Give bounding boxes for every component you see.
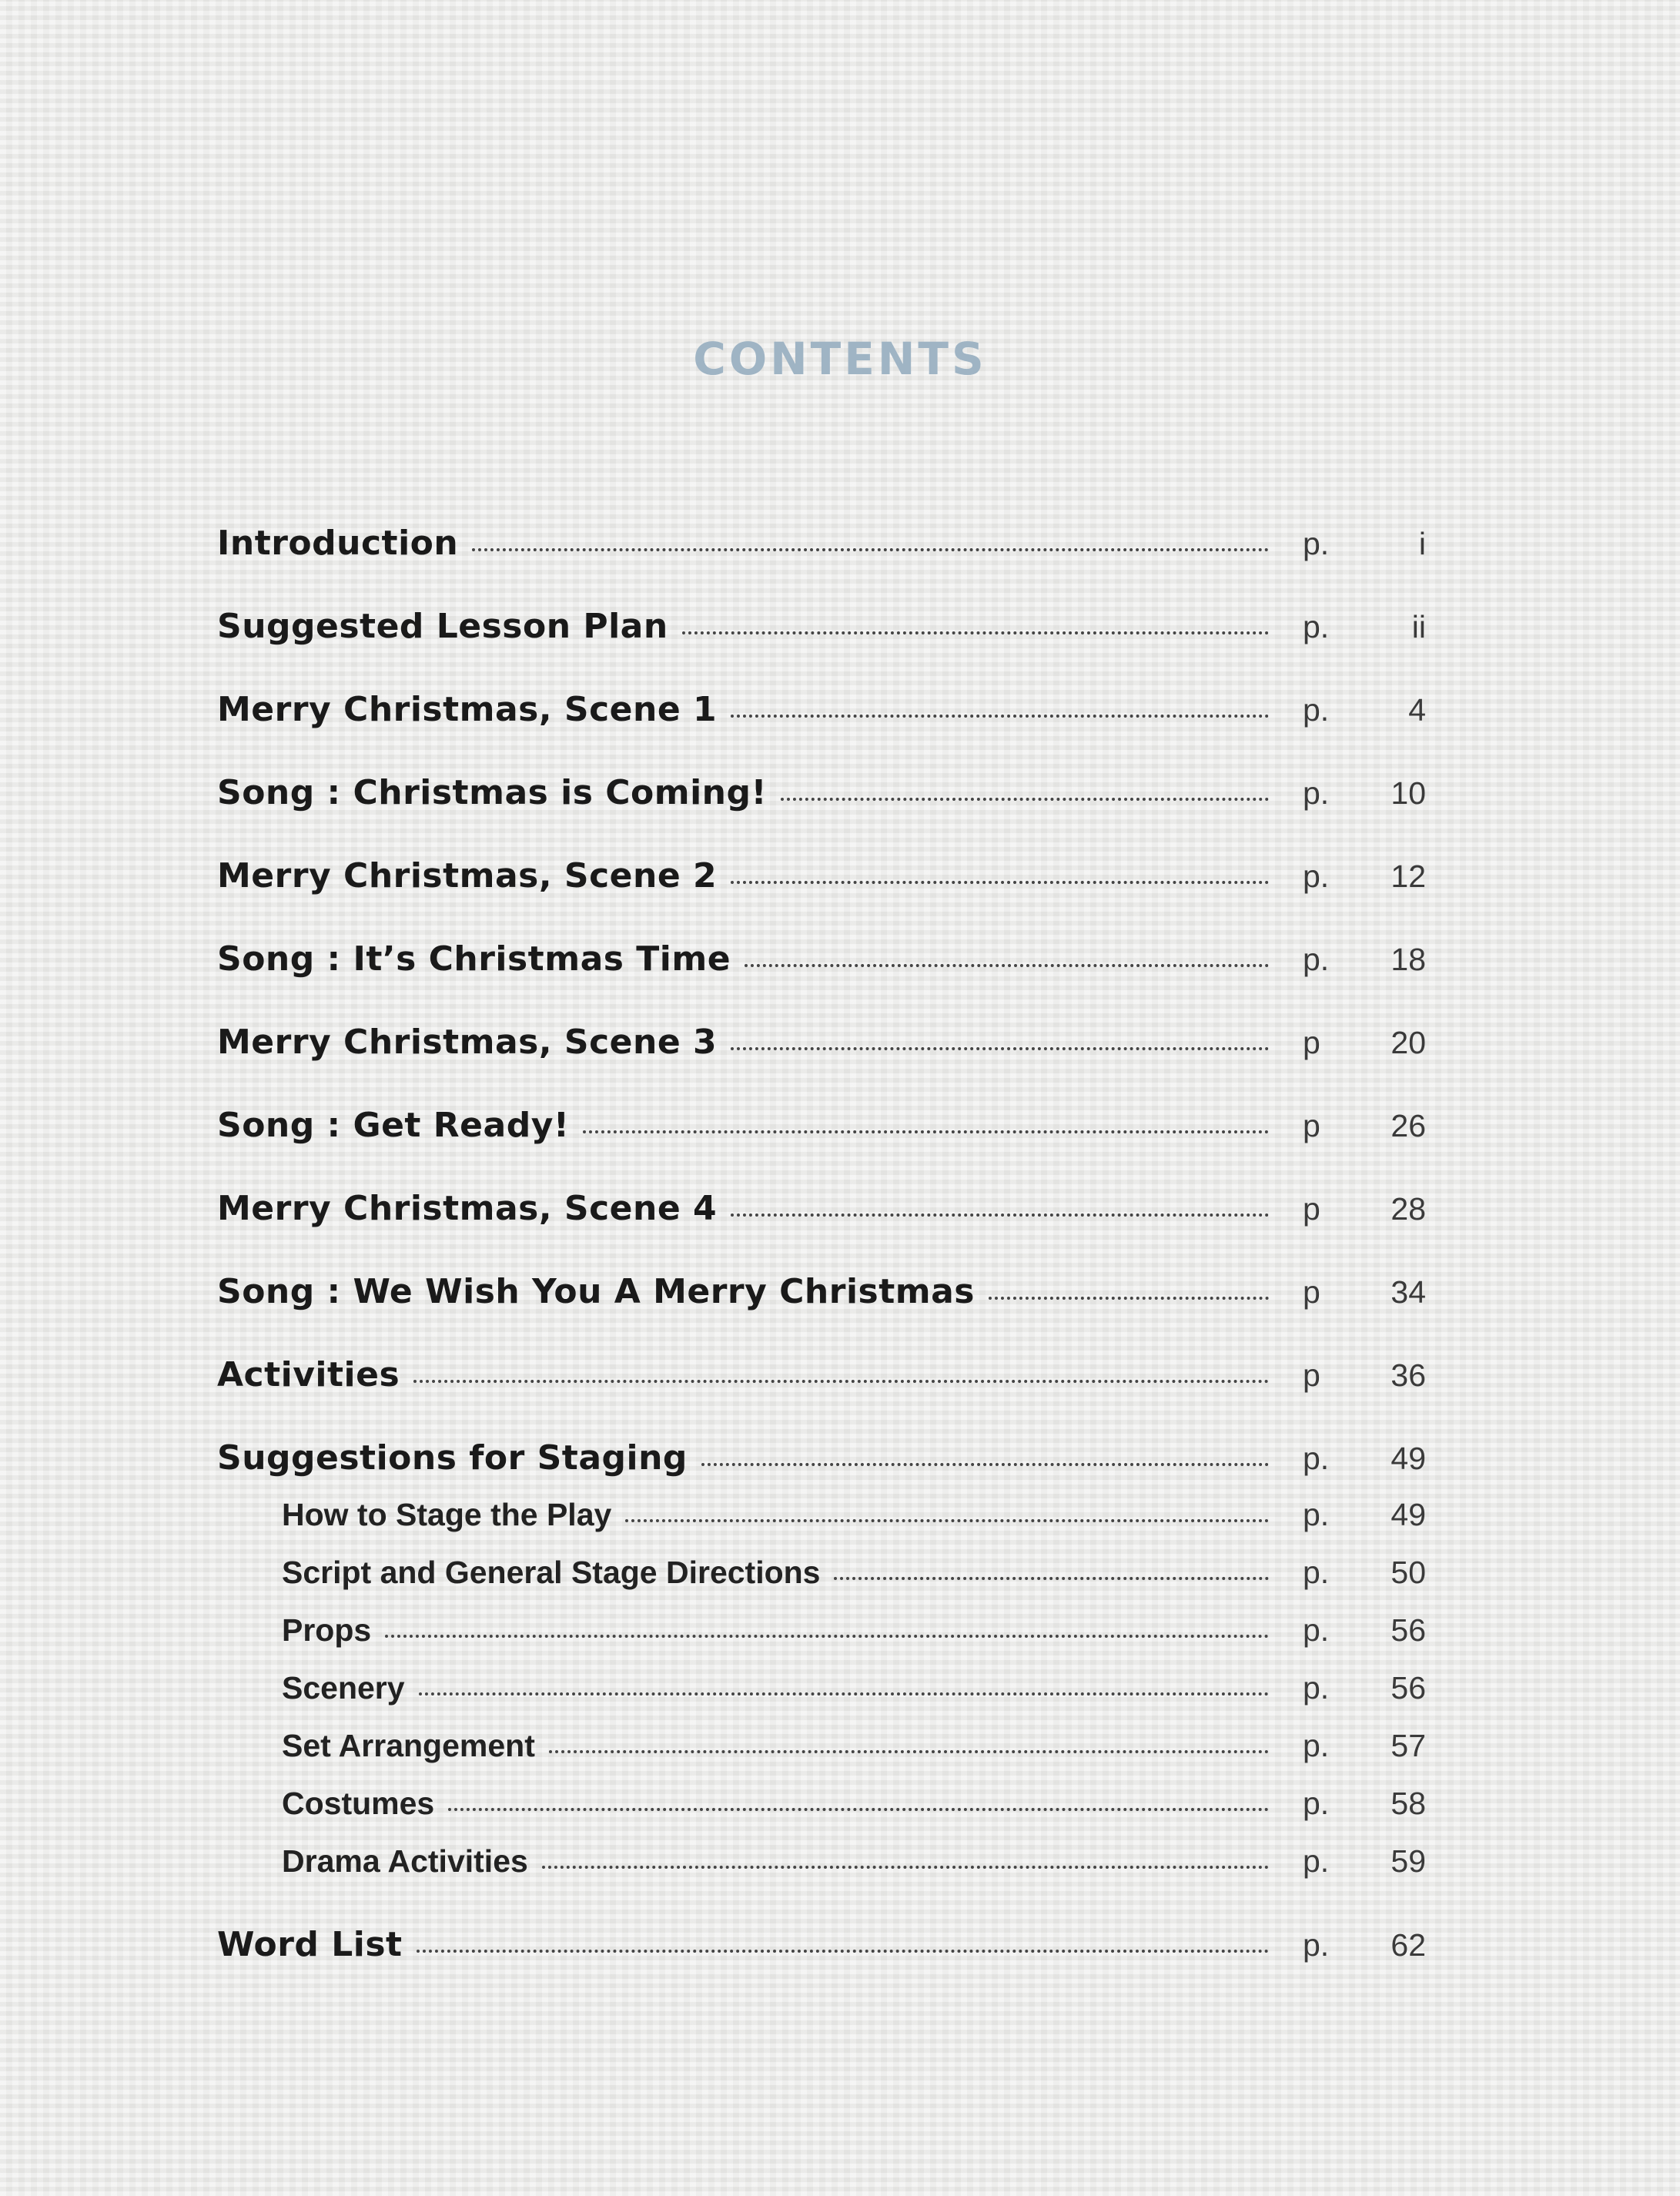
page-prefix: p. — [1303, 1555, 1330, 1590]
dot-leader — [989, 1297, 1269, 1300]
toc-entry-label: Merry Christmas, Scene 4 — [217, 1189, 718, 1228]
page-prefix: p. — [1303, 609, 1330, 644]
page-number: 49 — [1391, 1497, 1426, 1532]
page-number: i — [1418, 526, 1426, 561]
page-number: 4 — [1408, 692, 1426, 728]
page-number: 59 — [1391, 1843, 1426, 1879]
toc-entry-label: Introduction — [217, 524, 459, 563]
dot-leader — [417, 1950, 1269, 1953]
toc-entry[interactable] — [217, 856, 1426, 895]
toc-subentry-label: Set Arrangement — [282, 1728, 535, 1763]
toc-subentry[interactable] — [217, 1555, 1426, 1591]
page-number: 49 — [1391, 1441, 1426, 1476]
toc-subentry[interactable] — [217, 1612, 1426, 1649]
dot-leader — [419, 1692, 1269, 1696]
page-number: 28 — [1391, 1191, 1426, 1227]
toc-subentry-label: How to Stage the Play — [282, 1497, 612, 1532]
dot-leader — [834, 1577, 1269, 1580]
toc-subentry-label: Scenery — [282, 1670, 405, 1706]
page-number: 18 — [1391, 942, 1426, 977]
toc-entry-label: Merry Christmas, Scene 2 — [217, 856, 718, 895]
dot-leader — [472, 548, 1269, 551]
dot-leader — [448, 1808, 1269, 1811]
page-number: 34 — [1391, 1274, 1426, 1310]
page-prefix: p — [1303, 1108, 1320, 1143]
page-prefix: p. — [1303, 775, 1330, 811]
toc-entry-label: Merry Christmas, Scene 1 — [217, 690, 718, 729]
page-prefix: p. — [1303, 1441, 1330, 1476]
page-number: 50 — [1391, 1555, 1426, 1590]
toc-entry[interactable] — [217, 1272, 1426, 1311]
page-prefix: p. — [1303, 859, 1330, 894]
page-prefix: p. — [1303, 1497, 1330, 1532]
toc-entry-label: Suggested Lesson Plan — [217, 607, 668, 646]
page-number: 57 — [1391, 1728, 1426, 1763]
dot-leader — [781, 798, 1269, 801]
dot-leader — [625, 1519, 1269, 1522]
toc-entry-label: Song : We Wish You A Merry Christmas — [217, 1272, 975, 1311]
dot-leader — [731, 715, 1269, 718]
dot-leader — [731, 881, 1269, 884]
dot-leader — [583, 1130, 1269, 1133]
toc-entry[interactable] — [217, 1023, 1426, 1062]
dot-leader — [682, 631, 1269, 634]
page-prefix: p. — [1303, 1843, 1330, 1879]
toc-entry-label: Song : Get Ready! — [217, 1106, 570, 1145]
page-prefix: p — [1303, 1191, 1320, 1227]
page-prefix: p. — [1303, 526, 1330, 561]
toc-entry-label: Suggestions for Staging — [217, 1438, 688, 1478]
toc-subentry-label: Costumes — [282, 1786, 435, 1821]
page-number: 36 — [1391, 1357, 1426, 1393]
toc-entry[interactable] — [217, 607, 1426, 646]
toc-entry-label: Word List — [217, 1925, 403, 1964]
toc-entry[interactable] — [217, 1925, 1426, 1964]
dot-leader — [731, 1047, 1269, 1050]
dot-leader — [745, 964, 1269, 967]
toc-entry[interactable] — [217, 1355, 1426, 1394]
page-number: 56 — [1391, 1670, 1426, 1706]
page-prefix: p — [1303, 1025, 1320, 1060]
toc-subentry[interactable] — [217, 1786, 1426, 1822]
page-prefix: p. — [1303, 1670, 1330, 1706]
page-number: ii — [1411, 609, 1426, 644]
page-number: 62 — [1391, 1927, 1426, 1963]
toc-subentry-label: Props — [282, 1612, 372, 1648]
toc-entry-label: Merry Christmas, Scene 3 — [217, 1023, 718, 1062]
dot-leader — [413, 1380, 1269, 1383]
page-prefix: p. — [1303, 1728, 1330, 1763]
toc-entry-label: Activities — [217, 1355, 400, 1394]
dot-leader — [549, 1750, 1269, 1753]
toc-entry[interactable] — [217, 1106, 1426, 1145]
page-number: 56 — [1391, 1612, 1426, 1648]
toc-entry[interactable] — [217, 1189, 1426, 1228]
page-prefix: p — [1303, 1274, 1320, 1310]
toc-entry[interactable] — [217, 524, 1426, 563]
page-number: 58 — [1391, 1786, 1426, 1821]
toc-subentry[interactable] — [217, 1670, 1426, 1706]
toc-subentry[interactable] — [217, 1728, 1426, 1764]
toc-subentry[interactable] — [217, 1497, 1426, 1533]
toc-entry[interactable] — [217, 690, 1426, 729]
page-prefix: p. — [1303, 1612, 1330, 1648]
page-prefix: p — [1303, 1357, 1320, 1393]
page-prefix: p. — [1303, 942, 1330, 977]
page-prefix: p. — [1303, 1927, 1330, 1963]
toc-entry[interactable] — [217, 1438, 1426, 1478]
toc-subentry[interactable] — [217, 1843, 1426, 1880]
toc-entry-label: Song : Christmas is Coming! — [217, 773, 768, 812]
page-prefix: p. — [1303, 1786, 1330, 1821]
dot-leader — [385, 1635, 1269, 1638]
toc-subentry-label: Drama Activities — [282, 1843, 528, 1879]
page-number: 26 — [1391, 1108, 1426, 1143]
page-title: CONTENTS — [693, 333, 987, 385]
dot-leader — [731, 1213, 1269, 1217]
toc-entry[interactable] — [217, 939, 1426, 979]
page-prefix: p. — [1303, 692, 1330, 728]
dot-leader — [701, 1463, 1269, 1466]
dot-leader — [542, 1866, 1269, 1869]
page-number: 12 — [1391, 859, 1426, 894]
toc-entry-label: Song : It’s Christmas Time — [217, 939, 731, 979]
toc-entry[interactable] — [217, 773, 1426, 812]
page-number: 10 — [1391, 775, 1426, 811]
page-number: 20 — [1391, 1025, 1426, 1060]
toc-subentry-label: Script and General Stage Directions — [282, 1555, 821, 1590]
